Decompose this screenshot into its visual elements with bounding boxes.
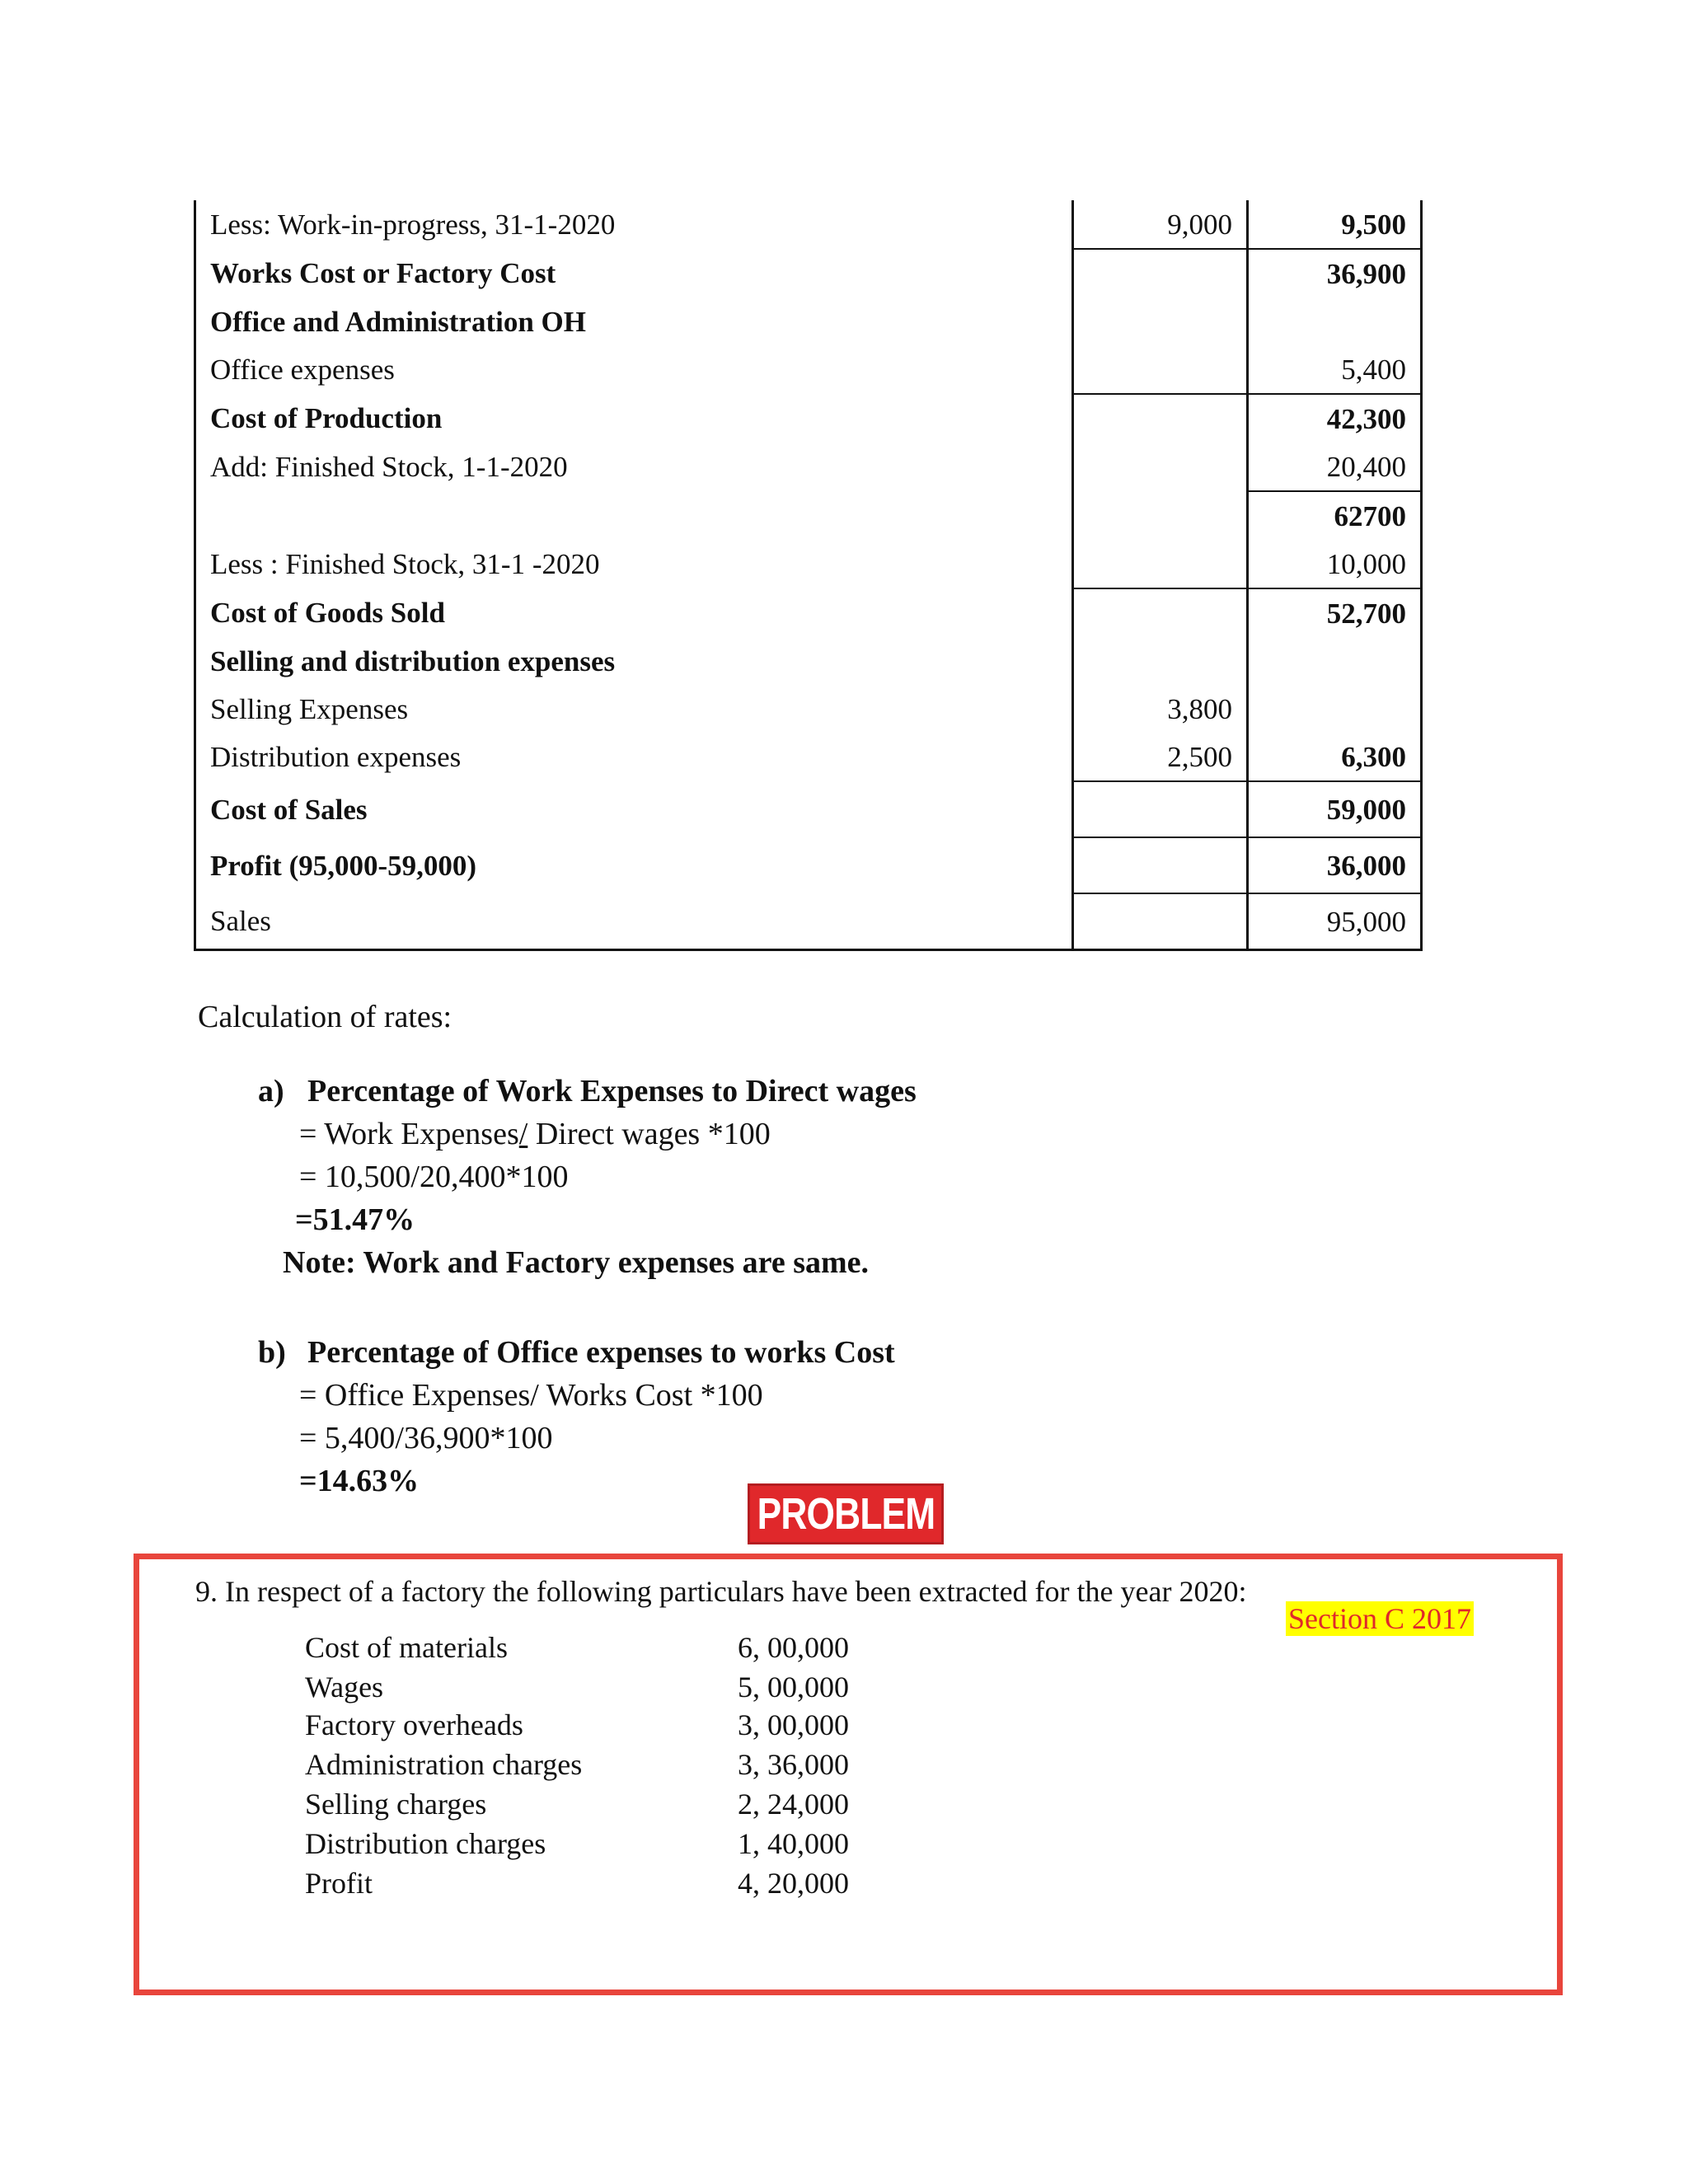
- problem-badge-label: PROBLEM: [757, 1489, 935, 1539]
- row-amount-sub: [1073, 588, 1248, 637]
- formula-text: Direct wages *100: [528, 1117, 771, 1151]
- calculation-b-formula: = Office Expenses/ Works Cost *100: [299, 1378, 763, 1413]
- problem-statement: 9. In respect of a factory the following particulars have been extracted for the year 2020:: [195, 1575, 1247, 1608]
- calculation-b-title-line: [258, 1331, 895, 1374]
- row-amount-total: 5,400: [1248, 345, 1422, 394]
- particular-name: Profit: [305, 1867, 373, 1900]
- table-row: [195, 394, 1422, 443]
- row-label: Less : Finished Stock, 31-1 -2020: [195, 540, 1073, 588]
- row-amount-sub: [1073, 249, 1248, 298]
- particular-value: 3, 36,000: [738, 1748, 849, 1781]
- row-label: Distribution expenses: [195, 733, 1073, 781]
- table-row: [195, 781, 1422, 837]
- calculation-a-result: =51.47%: [295, 1202, 415, 1237]
- row-amount-sub: [1073, 837, 1248, 893]
- particular-name: Distribution charges: [305, 1827, 546, 1860]
- row-amount-sub: [1073, 298, 1248, 345]
- particular-name: Administration charges: [305, 1748, 583, 1781]
- calculation-a-label: a): [258, 1074, 284, 1108]
- table-row: [195, 200, 1422, 249]
- table-row: [195, 298, 1422, 345]
- row-label: Works Cost or Factory Cost: [195, 249, 1073, 298]
- formula-text: = Work Expenses: [299, 1117, 519, 1151]
- row-amount-total: 10,000: [1248, 540, 1422, 588]
- calculation-b-result: =14.63%: [299, 1464, 420, 1498]
- row-label: Selling Expenses: [195, 685, 1073, 733]
- row-amount-sub: [1073, 637, 1248, 685]
- formula-slash: /: [518, 1117, 528, 1151]
- particular-name: Factory overheads: [305, 1708, 523, 1741]
- particular-name: Cost of materials: [305, 1631, 508, 1664]
- row-amount-total: 9,500: [1248, 200, 1422, 249]
- problem-badge: [748, 1483, 944, 1544]
- row-label: Cost of Production: [195, 394, 1073, 443]
- particular-name: Wages: [305, 1671, 384, 1704]
- calculation-b: [258, 1331, 895, 1502]
- row-label: Selling and distribution expenses: [195, 637, 1073, 685]
- row-label: Cost of Goods Sold: [195, 588, 1073, 637]
- row-label: Add: Finished Stock, 1-1-2020: [195, 443, 1073, 491]
- row-amount-total: 59,000: [1248, 781, 1422, 837]
- particular-value: 2, 24,000: [738, 1788, 849, 1821]
- row-amount-sub: 9,000: [1073, 200, 1248, 249]
- table-row: [195, 893, 1422, 950]
- particular-value: 1, 40,000: [738, 1827, 849, 1860]
- row-amount-sub: 3,800: [1073, 685, 1248, 733]
- row-amount-total: [1248, 637, 1422, 685]
- particular-value: 5, 00,000: [738, 1671, 849, 1704]
- particular-value: 6, 00,000: [738, 1631, 849, 1664]
- row-amount-total: [1248, 685, 1422, 733]
- table-row: [195, 588, 1422, 637]
- calculation-a-title-line: [258, 1070, 917, 1113]
- calculation-a: [258, 1070, 917, 1284]
- calculation-b-label: b): [258, 1335, 286, 1370]
- row-amount-total: [1248, 298, 1422, 345]
- calculation-heading: Calculation of rates:: [198, 1000, 452, 1034]
- row-amount-sub: [1073, 540, 1248, 588]
- row-amount-total: 42,300: [1248, 394, 1422, 443]
- section-tag: Section C 2017: [1286, 1601, 1474, 1636]
- row-label: Profit (95,000-59,000): [195, 837, 1073, 893]
- row-label: Sales: [195, 893, 1073, 950]
- table-row: [195, 491, 1422, 540]
- calculation-a-substitution: = 10,500/20,400*100: [299, 1160, 569, 1194]
- row-amount-total: 20,400: [1248, 443, 1422, 491]
- row-label: Office expenses: [195, 345, 1073, 394]
- particular-value: 3, 00,000: [738, 1708, 849, 1741]
- row-label: Cost of Sales: [195, 781, 1073, 837]
- calculation-a-note: Note: Work and Factory expenses are same.: [283, 1245, 869, 1280]
- table-row: [195, 733, 1422, 781]
- row-amount-total: 95,000: [1248, 893, 1422, 950]
- row-amount-sub: 2,500: [1073, 733, 1248, 781]
- table-row: [195, 443, 1422, 491]
- calculation-a-title: Percentage of Work Expenses to Direct wages: [307, 1074, 917, 1108]
- row-amount-total: 36,000: [1248, 837, 1422, 893]
- table-row: [195, 685, 1422, 733]
- row-label: [195, 491, 1073, 540]
- calculation-b-title: Percentage of Office expenses to works Cost: [307, 1335, 895, 1370]
- table-row: [195, 249, 1422, 298]
- row-amount-sub: [1073, 345, 1248, 394]
- particular-value: 4, 20,000: [738, 1867, 849, 1900]
- table-row: [195, 637, 1422, 685]
- row-amount-sub: [1073, 781, 1248, 837]
- table-row: [195, 837, 1422, 893]
- row-label: Less: Work-in-progress, 31-1-2020: [195, 200, 1073, 249]
- row-amount-total: 52,700: [1248, 588, 1422, 637]
- row-label: Office and Administration OH: [195, 298, 1073, 345]
- row-amount-sub: [1073, 491, 1248, 540]
- row-amount-sub: [1073, 394, 1248, 443]
- calculation-b-substitution: = 5,400/36,900*100: [299, 1421, 553, 1455]
- particular-name: Selling charges: [305, 1788, 487, 1821]
- row-amount-sub: [1073, 893, 1248, 950]
- cost-sheet-table: [194, 200, 1423, 951]
- table-row: [195, 540, 1422, 588]
- calculation-a-formula: [258, 1113, 917, 1155]
- table-row: [195, 345, 1422, 394]
- row-amount-total: 36,900: [1248, 249, 1422, 298]
- row-amount-sub: [1073, 443, 1248, 491]
- row-amount-total: 62700: [1248, 491, 1422, 540]
- row-amount-total: 6,300: [1248, 733, 1422, 781]
